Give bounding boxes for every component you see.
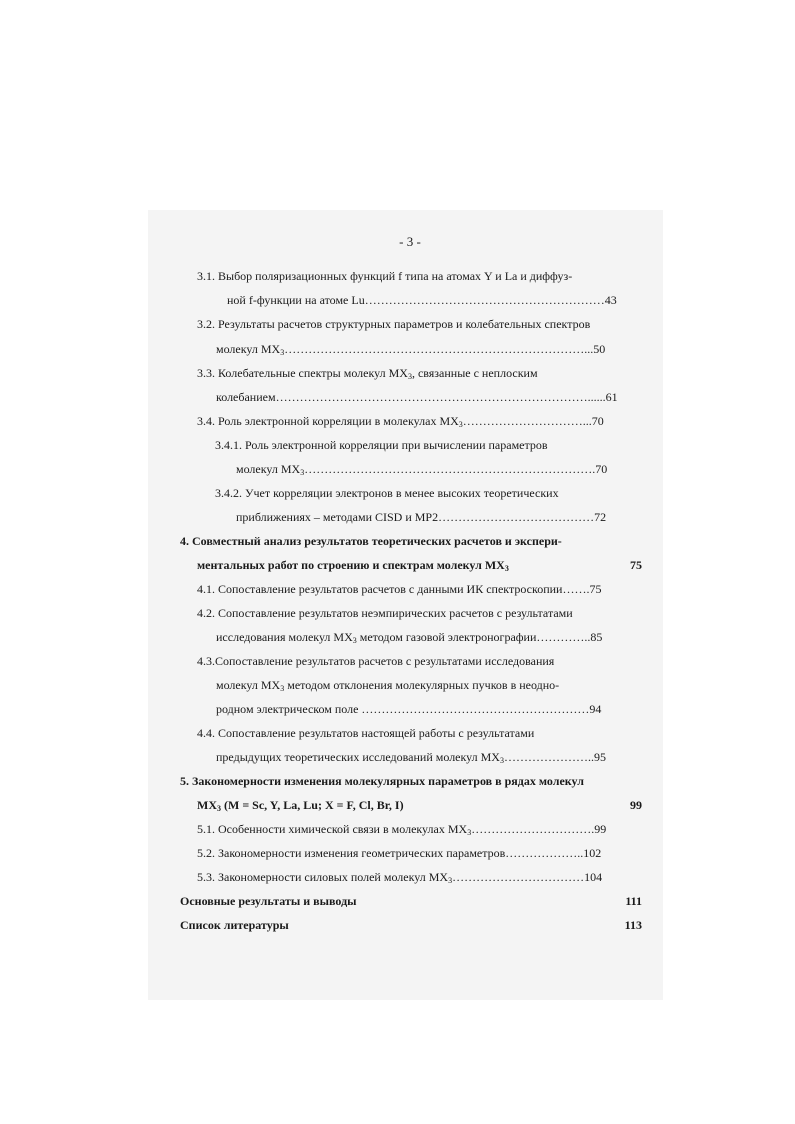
toc-text: 5.2. Закономерности изменения геометрических параметров………………..102	[197, 846, 602, 860]
toc-text: молекул MX	[236, 462, 301, 476]
toc-text: ментальных работ по строению и спектрам молекул MX	[197, 558, 505, 572]
toc-text: ………………………….99	[471, 822, 607, 836]
toc-page-number: 111	[625, 894, 642, 908]
toc-entry-3-3-cont	[216, 389, 618, 405]
subscript: 3	[300, 468, 305, 477]
toc-text: 3.4.1. Роль электронной корреляции при вычислении параметров	[215, 438, 548, 452]
toc-text: Основные результаты и выводы	[180, 894, 357, 908]
toc-entry-4-2	[197, 605, 573, 621]
toc-entry-3-4	[197, 413, 604, 429]
toc-entry-4-3	[197, 653, 554, 669]
toc-text: 3.2. Результаты расчетов структурных параметров и колебательных спектров	[197, 317, 591, 331]
subscript: 3	[407, 372, 412, 381]
toc-chapter-5-cont	[197, 797, 404, 813]
toc-text: ……………………………………………………………….70	[304, 462, 608, 476]
toc-entry-4-3-cont	[216, 677, 559, 693]
toc-text: Список литературы	[180, 918, 289, 932]
toc-entry-4-2-cont	[216, 629, 602, 645]
subscript: 3	[217, 804, 221, 813]
toc-entry-3-4-1-cont	[236, 461, 607, 477]
toc-text: 3.4.2. Учет корреляции электронов в менее высоких теоретических	[215, 486, 559, 500]
toc-page-number: 75	[630, 558, 642, 572]
toc-entry-3-3	[197, 365, 538, 381]
toc-entry-3-2	[197, 316, 590, 332]
toc-chapter-4-cont	[197, 557, 509, 573]
toc-text: 4.3.Сопоставление результатов расчетов с результатами исследования	[197, 654, 555, 668]
toc-results	[180, 893, 357, 909]
toc-entry-4-3-cont2	[216, 701, 601, 717]
toc-text: колебанием……………………………………………………………………......61	[216, 390, 618, 404]
toc-text: молекул MX	[216, 678, 281, 692]
toc-chapter-5	[180, 773, 584, 789]
subscript: 3	[352, 636, 357, 645]
toc-page-number: 99	[630, 798, 642, 812]
subscript: 3	[448, 876, 453, 885]
toc-entry-4-4	[197, 725, 534, 741]
toc-entry-3-4-2	[215, 485, 559, 501]
toc-text: …………………………………………………………………...50	[284, 342, 606, 356]
toc-entry-3-4-2-cont	[236, 509, 606, 525]
toc-text: 4.2. Сопоставление результатов неэмпирических расчетов с результатами	[197, 606, 573, 620]
toc-entry-5-2	[197, 845, 601, 861]
subscript: 3	[280, 684, 285, 693]
toc-text: …………………………...70	[462, 414, 604, 428]
toc-page-number: 113	[624, 918, 642, 932]
toc-text: MX	[197, 798, 217, 812]
toc-entry-5-3	[197, 869, 602, 885]
toc-text: , связанные с неплоским	[411, 366, 538, 380]
toc-text: 4. Совместный анализ результатов теоретических расчетов и экспери-	[180, 534, 562, 548]
toc-entry-5-1	[197, 821, 606, 837]
toc-text: родном электрическом поле …………………………………………………94	[216, 702, 602, 716]
toc-entry-3-1	[197, 268, 572, 284]
toc-text: 5. Закономерности изменения молекулярных параметров в рядах молекул	[180, 774, 584, 788]
toc-text: (M = Sc, Y, La, Lu; X = F, Cl, Br, I)	[221, 798, 404, 812]
page-number: - 3 -	[399, 234, 421, 249]
toc-text: 4.4. Сопоставление результатов настоящей работы с результатами	[197, 726, 535, 740]
toc-text: 3.1. Выбор поляризационных функций f типа на атомах Y и La и диффуз-	[197, 269, 573, 283]
toc-text: приближениях – методами CISD и MP2…………………………………72	[236, 510, 607, 524]
toc-text: 3.3. Колебательные спектры молекул MX	[197, 366, 408, 380]
toc-text: предыдущих теоретических исследований молекул MX	[216, 750, 500, 764]
toc-text: исследования молекул MX	[216, 630, 353, 644]
toc-text: молекул MX	[216, 342, 281, 356]
subscript: 3	[280, 348, 285, 357]
toc-text: методом газовой электронографии…………..85	[356, 630, 603, 644]
toc-text: ……………………………104	[452, 870, 603, 884]
toc-entry-3-1-cont	[227, 292, 617, 308]
toc-text: 3.4. Роль электронной корреляции в молекулах MX	[197, 414, 459, 428]
toc-entry-3-2-cont	[216, 341, 605, 357]
toc-text: методом отклонения молекулярных пучков в неодно-	[284, 678, 560, 692]
subscript: 3	[504, 564, 509, 573]
subscript: 3	[499, 756, 504, 765]
toc-entry-4-4-cont	[216, 749, 606, 765]
toc-text: ной f-функции на атоме Lu……………………………………………………43	[227, 293, 617, 307]
toc-entry-3-4-1	[215, 437, 548, 453]
subscript: 3	[458, 420, 463, 429]
toc-text: 4.1. Сопоставление результатов расчетов с данными ИК спектроскопии…….75	[197, 582, 602, 596]
toc-references	[180, 917, 289, 933]
toc-text: 5.1. Особенности химической связи в молекулах MX	[197, 822, 468, 836]
subscript: 3	[467, 828, 472, 837]
toc-text: …………………..95	[503, 750, 606, 764]
toc-text: 5.3. Закономерности силовых полей молекул MX	[197, 870, 449, 884]
toc-chapter-4	[180, 533, 562, 549]
toc-entry-4-1	[197, 581, 601, 597]
